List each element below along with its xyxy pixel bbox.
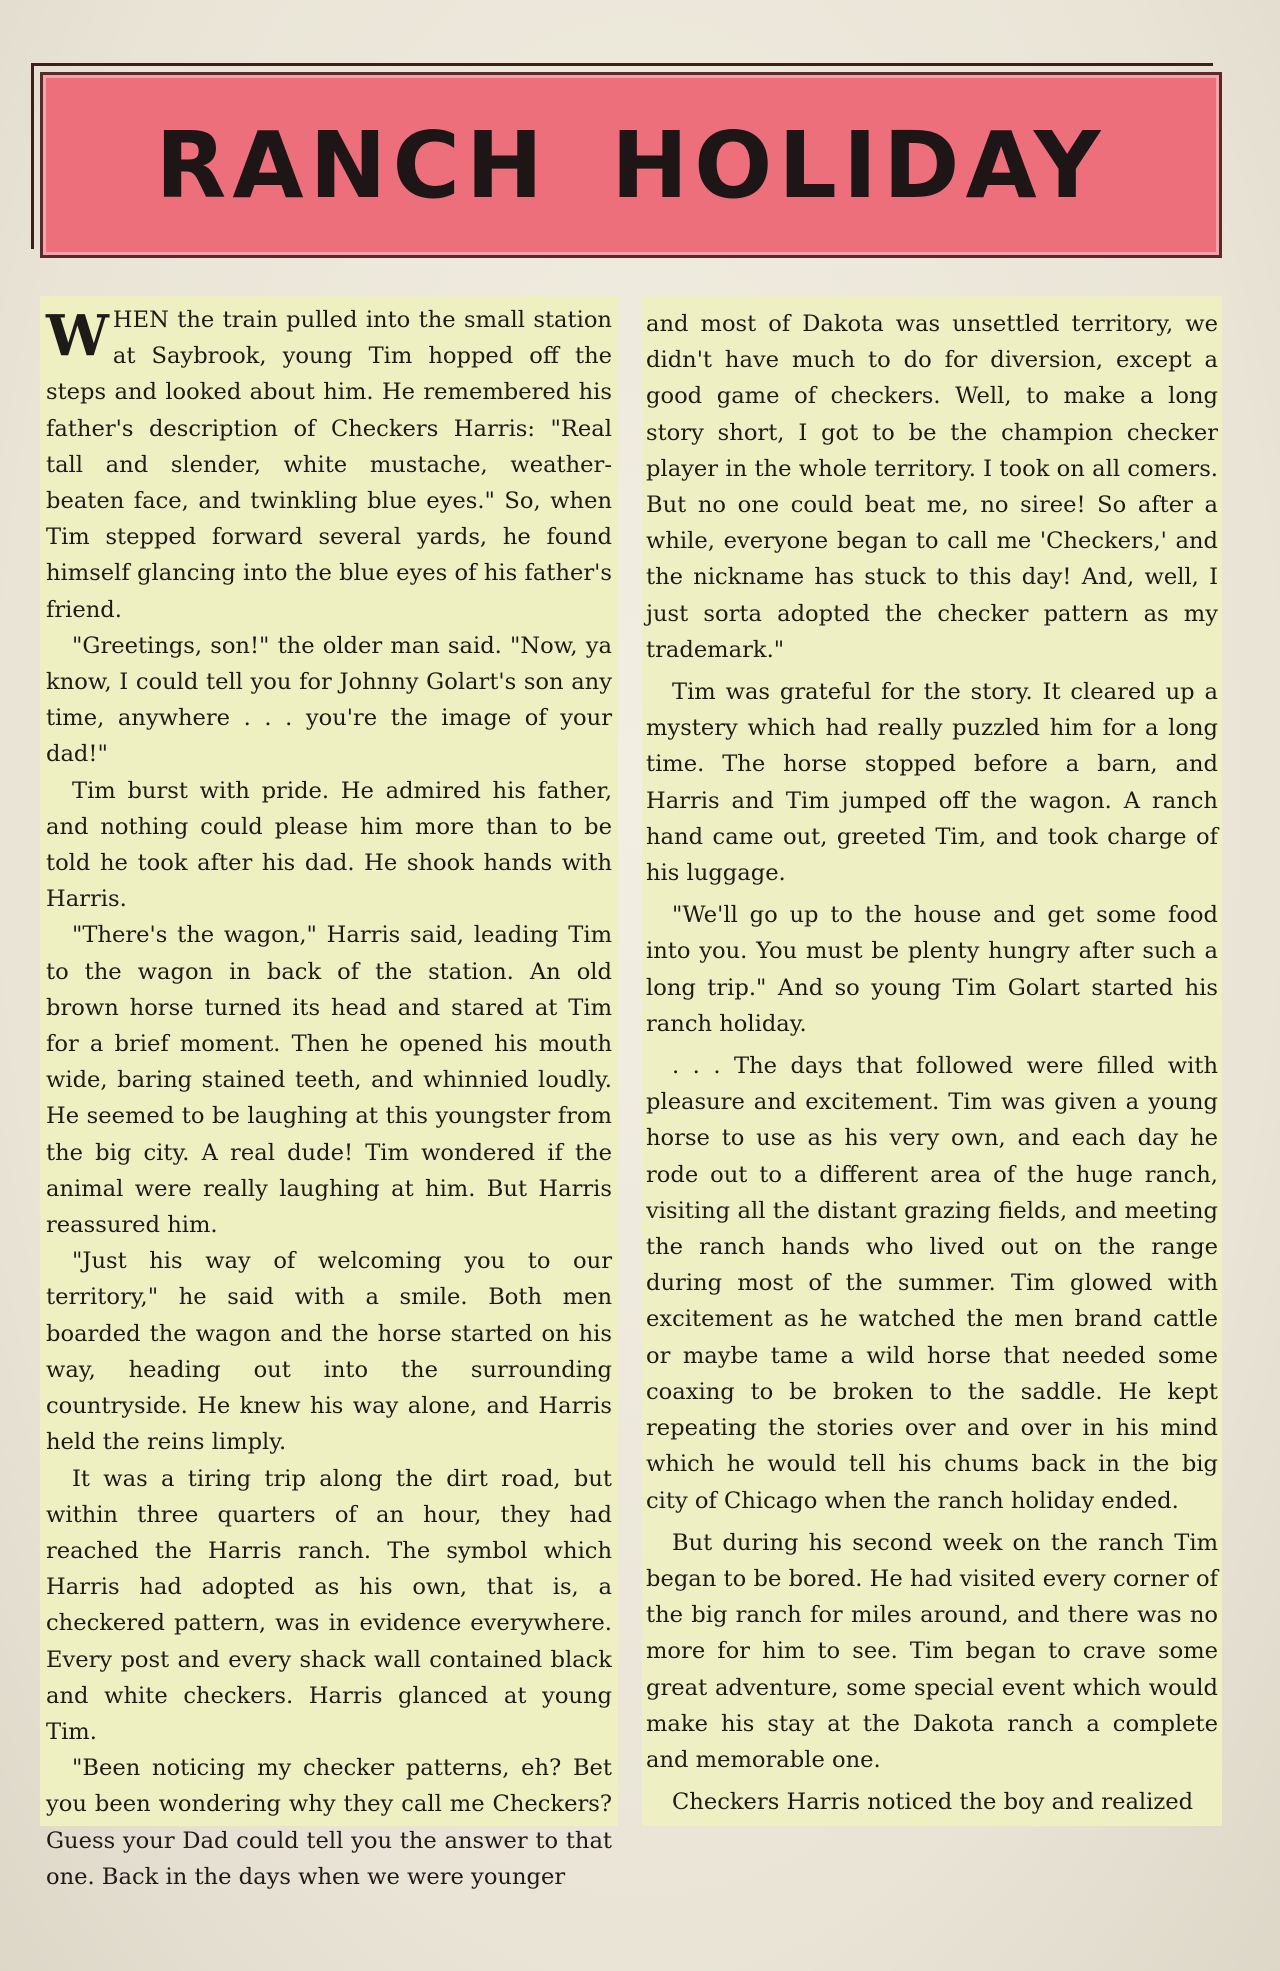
title-banner — [40, 72, 1222, 258]
paragraph-13: Checkers Harris noticed the boy and realized — [672, 1789, 1194, 1816]
right-text-column — [642, 296, 1222, 1826]
paragraph-9: Tim was grateful for the story. It cleared up a mystery which had really puzzled him for a long time. The horse stopped before a barn, and Harris and Tim jumped off the wagon. A ranch hand came out, greeted Tim, and took charge of his luggage. — [646, 679, 1218, 887]
paragraph-1 — [46, 302, 612, 628]
paragraph-11: . . . The days that followed were filled with pleasure and excitement. Tim was given a young horse to use as his very own, and each day he rode out to a different area of the huge ranch, visiting all the distant grazing fields, and meeting the ranch hands who lived out on the range during most of the summer. Tim glowed with excitement as he watched the men brand cattle or maybe tame a wild horse that needed some coaxing to be broken to the saddle. He kept repeating the stories over and over in his mind which he would tell his chums back in the big city of Chicago when the ranch holiday ended. — [646, 1053, 1218, 1514]
paragraph-12: But during his second week on the ranch Tim began to be bored. He had visited every corner of the big ranch for miles around, and there was no more for him to see. Tim began to crave some great adventure, some special event which would make his stay at the Dakota ranch a complete and memorable one. — [646, 1529, 1218, 1773]
paragraph-6: It was a tiring trip along the dirt road, but within three quarters of an hour, they had reached the Harris ranch. The symbol which Harris had adopted as his own, that is, a checkered pattern, was in evidence everywhere. Every post and every shack wall contained black and white checkers. Harris glanced at young Tim. — [46, 1465, 612, 1745]
paragraph-7: "Been noticing my checker patterns, eh? Bet you been wondering why they call me Checkers? Guess your Dad could tell you the answer to that one. Back in the days when we were younger — [46, 1755, 612, 1890]
drop-cap: W — [46, 303, 107, 369]
paragraph-10: "We'll go up to the house and get some food into you. You must be plenty hungry after such a long trip." And so young Tim Golart started his ranch holiday. — [646, 902, 1218, 1037]
left-text-column — [40, 296, 618, 1890]
paragraph-8: and most of Dakota was unsettled territory, we didn't have much to do for diversion, except a good game of checkers. Well, to make a long story short, I got to be the champion checker player in the whole territory. I took on all comers. But no one could beat me, no siree! So after a while, everyone began to call me 'Checkers,' and the nickname has stuck to this day! And, well, I just sorta adopted the checker pattern as my trademark." — [646, 311, 1218, 663]
paragraph-5: "Just his way of welcoming you to our territory," he said with a smile. Both men boarded the wagon and the horse started on his way, heading out into the surrounding countryside. He knew his way alone, and Harris held the reins limply. — [46, 1248, 612, 1456]
paragraph-3: Tim burst with pride. He admired his father, and nothing could please him more than to be told he took after his dad. He shook hands with Harris. — [46, 777, 612, 913]
paragraph-2: "Greetings, son!" the older man said. "Now, ya know, I could tell you for Johnny Golart's son any time, anywhere . . . you're the image of your dad!" — [46, 632, 612, 768]
paragraph-4: "There's the wagon," Harris said, leading Tim to the wagon in back of the station. An old brown horse turned its head and stared at Tim for a brief moment. Then he opened his mouth wide, baring stained teeth, and whinnied loudly. He seemed to be laughing at this youngster from the big city. A real dude! Tim wondered if the animal were really laughing at him. But Harris reassured him. — [46, 922, 612, 1239]
story-title: RANCH HOLIDAY — [155, 111, 1107, 219]
paragraph-1-text: HEN the train pulled into the small station at Saybrook, young Tim hopped off the steps and looked about him. He remembered his father's description of Checkers Harris: "Real tall and slender, white mustache, weather-beaten face, and twinkling blue eyes." So, when Tim stepped forward several yards, he found himself glancing into the blue eyes of his father's friend. — [46, 307, 612, 623]
